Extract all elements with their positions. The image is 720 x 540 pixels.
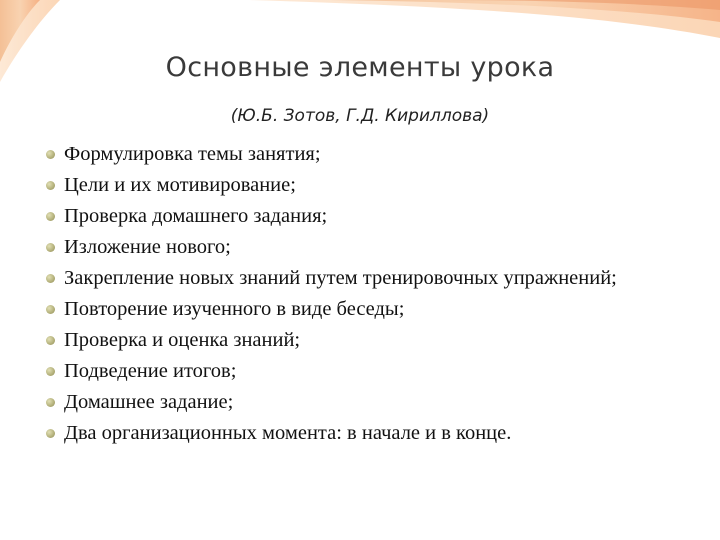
bullet-icon [46, 398, 55, 407]
list-item [64, 265, 704, 291]
bullet-icon [46, 243, 55, 252]
list-item [64, 327, 704, 353]
list-item [64, 234, 704, 260]
list-item [64, 172, 704, 198]
list-item [64, 141, 704, 167]
bullet-icon [46, 274, 55, 283]
list-item-text: Домашнее задание; [64, 391, 234, 413]
bullet-icon [46, 181, 55, 190]
list-item-text: Проверка и оценка знаний; [64, 329, 301, 351]
list-item [64, 358, 704, 384]
list-item [64, 389, 704, 415]
list-item-text: Формулировка темы занятия; [64, 143, 321, 165]
bullet-icon [46, 336, 55, 345]
bullet-icon [46, 429, 55, 438]
slide-subtitle: (Ю.Б. Зотов, Г.Д. Кириллова) [230, 106, 490, 126]
list-item-text: Подведение итогов; [64, 360, 237, 382]
list-item-text: Повторение изученного в виде беседы; [64, 298, 405, 320]
list-item-text: Два организационных момента: в начале и в конце. [64, 422, 512, 444]
list-item-text: Закрепление новых знаний путем тренировочных упражнений; [64, 267, 617, 289]
list-item-text: Проверка домашнего задания; [64, 205, 328, 227]
list-item-text: Изложение нового; [64, 236, 231, 258]
list-item [64, 203, 704, 229]
bullet-icon [46, 150, 55, 159]
bullet-list [64, 141, 704, 451]
bullet-icon [46, 305, 55, 314]
bullet-icon [46, 367, 55, 376]
bullet-icon [46, 212, 55, 221]
list-item [64, 420, 704, 446]
list-item-text: Цели и их мотивирование; [64, 174, 296, 196]
slide-title: Основные элементы урока [165, 52, 555, 83]
list-item [64, 296, 704, 322]
